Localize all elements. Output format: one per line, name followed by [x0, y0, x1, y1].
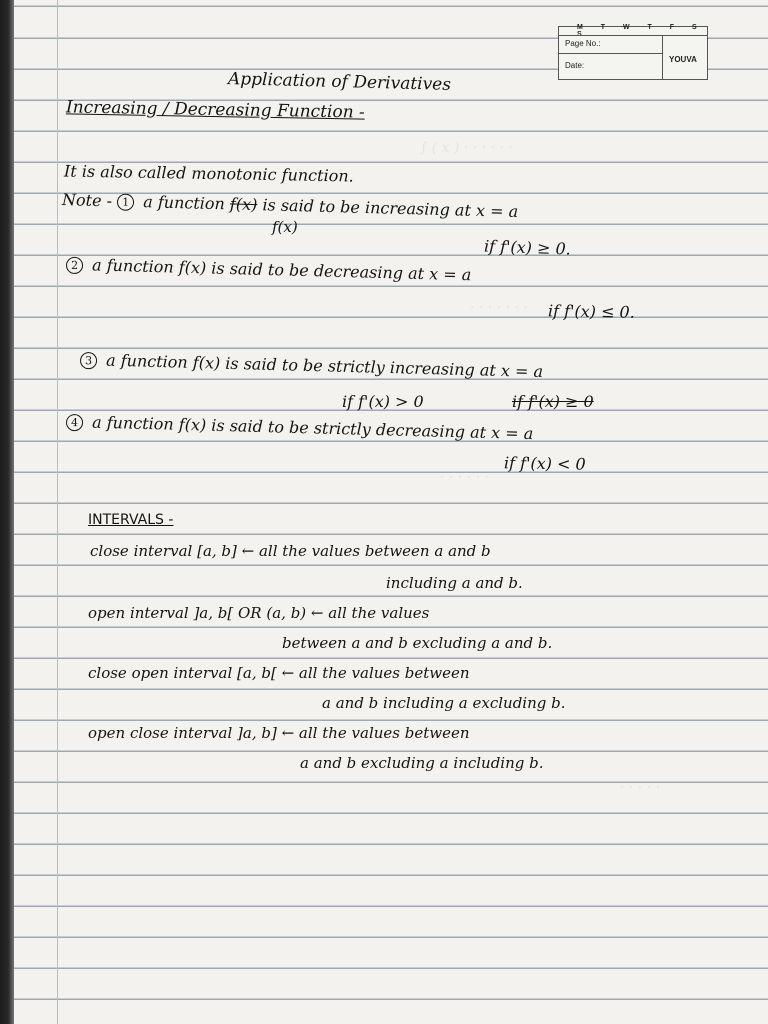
note-1: [62, 190, 519, 221]
note-3-text: a function f(x) is said to be strictly increasing at x = a: [105, 350, 544, 382]
margin-line: [57, 0, 58, 1024]
bleed-through-text: · · · · · ·: [440, 470, 489, 486]
note-number-1: 1: [117, 193, 134, 210]
close-interval-line-2: including a and b.: [386, 574, 523, 592]
binding-edge: [0, 0, 14, 1024]
note-4-text: a function f(x) is said to be strictly decreasing at x = a: [91, 412, 534, 444]
note-2-text: a function f(x) is said to be decreasing at x = a: [91, 255, 472, 285]
close-open-interval-line-2: a and b including a excluding b.: [322, 694, 566, 712]
note-1-inserted: f(x): [272, 218, 298, 236]
note-1-text-a: a function: [143, 192, 226, 214]
note-1-text-b: is said to be increasing at x = a: [262, 195, 519, 221]
open-interval-line-1: open interval ]a, b[ OR (a, b) ← all the values: [88, 604, 430, 622]
brand-logo: YOUVA: [669, 55, 697, 64]
note-1-struck: f(x): [229, 194, 258, 215]
note-3-struck: if f'(x) ≥ 0: [512, 392, 594, 411]
note-2: [66, 255, 472, 285]
note-number-2: 2: [66, 257, 83, 274]
note-2-condition: if f'(x) ≤ 0.: [547, 301, 635, 322]
bleed-through-text: ∫ ( x ) · · · · · ·: [420, 140, 513, 156]
note-1-prefix: Note -: [61, 190, 113, 211]
note-1-condition: if f'(x) ≥ 0.: [483, 236, 572, 259]
intro-text: It is also called monotonic function.: [63, 161, 354, 186]
note-4: [66, 412, 534, 443]
section-heading: Increasing / Decreasing Function -: [65, 97, 365, 123]
note-number-3: 3: [80, 352, 97, 369]
close-interval-line-1: close interval [a, b] ← all the values between a and b: [90, 542, 491, 560]
page-header-box: [558, 26, 708, 80]
open-interval-line-2: between a and b excluding a and b.: [282, 634, 553, 652]
page-no-label: Page No.:: [565, 39, 601, 48]
note-number-4: 4: [66, 414, 83, 431]
date-label: Date:: [565, 61, 585, 70]
bleed-through-text: · · · · · · ·: [470, 300, 528, 316]
open-close-interval-line-1: open close interval ]a, b] ← all the values between: [88, 724, 470, 742]
weekday-letters: M T W T F S: [577, 24, 705, 31]
close-open-interval-line-1: close open interval [a, b[ ← all the values between: [88, 664, 470, 682]
note-4-condition: if f'(x) < 0: [503, 453, 586, 474]
note-3: [80, 350, 543, 381]
intervals-heading: INTERVALS -: [88, 512, 174, 528]
open-close-interval-line-2: a and b excluding a including b.: [300, 754, 544, 772]
bleed-through-text: · · · · ·: [620, 780, 661, 796]
page-title: Application of Derivatives: [227, 69, 452, 95]
note-3-condition: if f'(x) > 0: [342, 392, 424, 411]
